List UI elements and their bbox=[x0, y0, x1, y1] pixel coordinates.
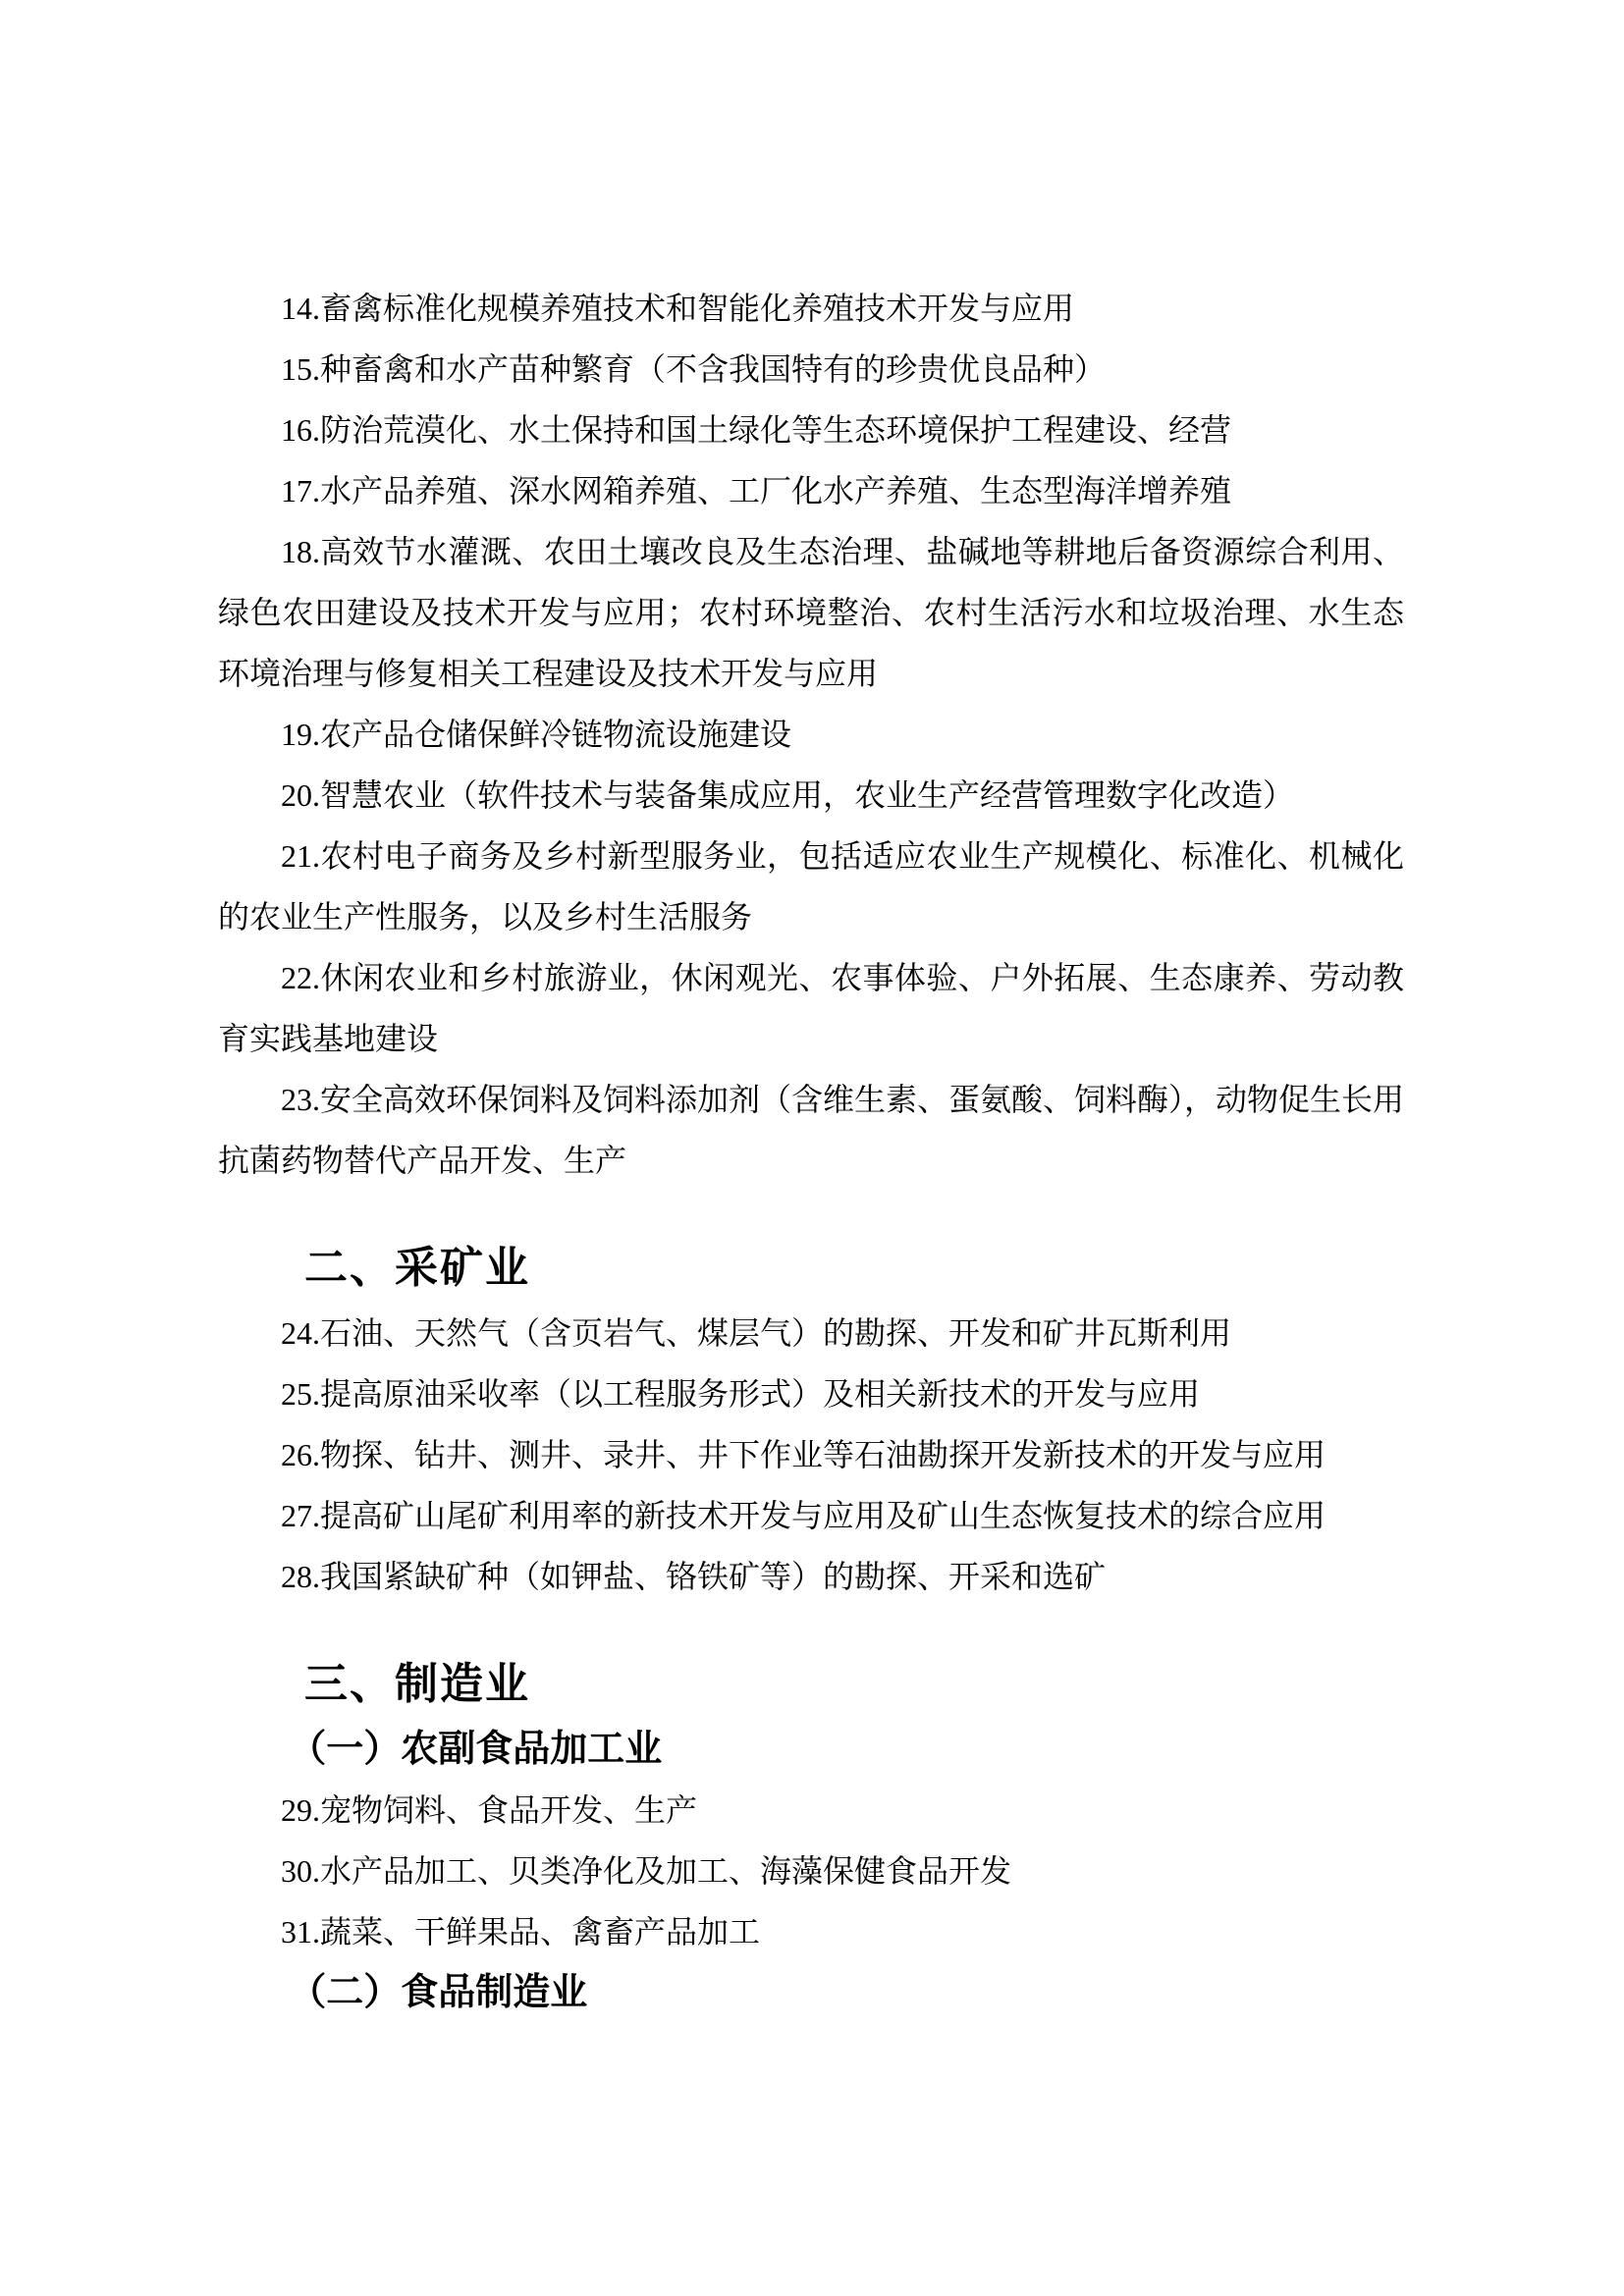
list-item: 21.农村电子商务及乡村新型服务业，包括适应农业生产规模化、标准化、机械化的农业生产性服务，以及乡村生活服务 bbox=[218, 838, 1404, 934]
list-item: 20.智慧农业（软件技术与装备集成应用，农业生产经营管理数字化改造） bbox=[281, 777, 1295, 813]
list-item: 30.水产品加工、贝类净化及加工、海藻保健食品开发 bbox=[281, 1853, 1012, 1889]
list-item: 24.石油、天然气（含页岩气、煤层气）的勘探、开发和矿井瓦斯利用 bbox=[281, 1315, 1232, 1351]
list-item: 26.物探、钻井、测井、录井、井下作业等石油勘探开发新技术的开发与应用 bbox=[281, 1437, 1326, 1472]
list-item: 18.高效节水灌溉、农田土壤改良及生态治理、盐碱地等耕地后备资源综合利用、绿色农田建设及技术开发与应用；农村环境整治、农村生活污水和垃圾治理、水生态环境治理与修复相关工程建设及技术开发与应用 bbox=[218, 534, 1404, 691]
list-item: 16.防治荒漠化、水土保持和国土绿化等生态环境保护工程建设、经营 bbox=[281, 412, 1232, 448]
list-item: 23.安全高效环保饲料及饲料添加剂（含维生素、蛋氨酸、饲料酶），动物促生长用抗菌药物替代产品开发、生产 bbox=[218, 1082, 1405, 1178]
list-item: 22.休闲农业和乡村旅游业，休闲观光、农事体验、户外拓展、生态康养、劳动教育实践基地建设 bbox=[218, 960, 1404, 1056]
list-item: 28.我国紧缺矿种（如钾盐、铬铁矿等）的勘探、开采和选矿 bbox=[281, 1559, 1107, 1594]
list-item: 27.提高矿山尾矿利用率的新技术开发与应用及矿山生态恢复技术的综合应用 bbox=[281, 1498, 1326, 1533]
subsection-heading-agri-food-processing: （一）农副食品加工业 bbox=[289, 1729, 663, 1770]
list-item: 29.宠物饲料、食品开发、生产 bbox=[281, 1792, 698, 1828]
list-item: 17.水产品养殖、深水网箱养殖、工厂化水产养殖、生态型海洋增养殖 bbox=[281, 473, 1232, 508]
list-item: 25.提高原油采收率（以工程服务形式）及相关新技术的开发与应用 bbox=[281, 1376, 1201, 1412]
list-item: 19.农产品仓储保鲜冷链物流设施建设 bbox=[281, 717, 792, 752]
section-heading-mining: 二、采矿业 bbox=[304, 1244, 530, 1292]
section-heading-manufacturing: 三、制造业 bbox=[304, 1660, 530, 1708]
subsection-heading-food-manufacturing: （二）食品制造业 bbox=[289, 1972, 588, 2013]
list-item: 14.畜禽标准化规模养殖技术和智能化养殖技术开发与应用 bbox=[281, 291, 1075, 326]
list-item: 31.蔬菜、干鲜果品、禽畜产品加工 bbox=[281, 1914, 761, 1949]
list-item: 15.种畜禽和水产苗种繁育（不含我国特有的珍贵优良品种） bbox=[281, 351, 1107, 387]
